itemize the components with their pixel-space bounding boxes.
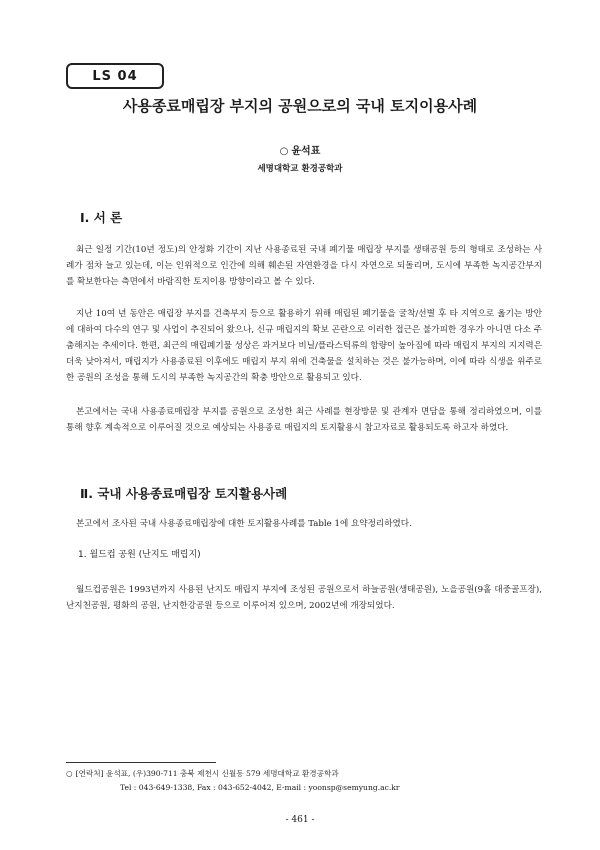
- session-badge: LS 04: [66, 63, 164, 89]
- footnote-contact: [66, 768, 339, 780]
- page-number: - 461 -: [285, 815, 315, 825]
- worldcup-park-paragraph: 월드컵공원은 1993년까지 사용된 난지도 매립지 부지에 조성된 공원으로서 하늘공원(생태공원), 노을공원(9홀 대중골프장), 난지천공원, 평화의 공원, 난지한강공원 등으로 이루어져 있으며, 2002년에 개장되었다.: [66, 585, 542, 611]
- intro-paragraph-3: 본고에서는 국내 사용종료매립장 부지를 공원으로 조성한 최근 사례를 현장방문 및 관계자 면담을 통해 정리하였으며, 이를 통해 향후 계속적으로 이루어질 것으로 예상되는 사용종료 매립지의 토지활용시 참고자료로 활용되도록 하고자 하였다.: [66, 407, 542, 433]
- intro-paragraph-1: 최근 일정 기간(10년 정도)의 안정화 기간이 지난 사용종료된 국내 폐기물 매립장 부지를 생태공원 등의 형태로 조성하는 사례가 점차 늘고 있는데, 이는 인위적으로 인간에 의해 훼손된 자연환경을 다시 자연으로 되돌리며, 도시에 부족한 녹지공간부지를 확보한다는 측면에서 바람직한 토지이용 방향이라고 볼 수 있다.: [66, 245, 542, 287]
- footnote-divider: [66, 762, 216, 763]
- affiliation: 세명대학교 환경공학과: [257, 164, 343, 174]
- footnote-marker: ○: [66, 769, 73, 778]
- footnote-line-1: [연락처] 윤석표, (우)390-711 충북 제천시 신월동 579 세명대학교 환경공학과: [75, 769, 339, 778]
- section-heading-introduction: Ⅰ. 서 론: [80, 210, 123, 225]
- author-line: [0, 142, 600, 157]
- subsection-heading-worldcup-park: 1. 월드컵 공원 (난지도 매립지): [78, 550, 201, 560]
- footnote-line-2: Tel : 043-649-1338, Fax : 043-652-4042, E-mail : yoonsp@semyung.ac.kr: [120, 783, 400, 792]
- author-marker: ○: [279, 146, 289, 157]
- author-name: 윤석표: [291, 146, 321, 157]
- section-heading-cases: Ⅱ. 국내 사용종료매립장 토지활용사례: [80, 486, 288, 501]
- cases-paragraph-1: 본고에서 조사된 국내 사용종료매립장에 대한 토지활용사례를 Table 1에 요약정리하였다.: [76, 519, 412, 529]
- paper-title: 사용종료매립장 부지의 공원으로의 국내 토지이용사례: [122, 97, 478, 115]
- intro-paragraph-2: 지난 10여 년 동안은 매립장 부지를 건축부지 등으로 활용하기 위해 매립된 폐기물을 굴착/선별 후 타 지역으로 옮기는 방안에 대하여 다수의 연구 및 사업이 추진되어 왔으나, 신규 매립지의 확보 곤란으로 이러한 접근은 불가피한 경우가 아니면 다소 주춤해지는 추세이다. 한편, 최근의 매립폐기물 성상은 과거보다 비닐/플라스틱류의 함량이 높아짐에 따라 매립지 부지의 지지력은 더욱 낮아져서, 매립지가 사용종료된 이후에도 매립지 부지 위에 건축물을 설치하는 것은 불가능하며, 이에 따라 식생을 위주로 한 공원의 조성을 통해 도시의 부족한 녹지공간의 확충 방안으로 활용되고 있다.: [66, 309, 542, 383]
